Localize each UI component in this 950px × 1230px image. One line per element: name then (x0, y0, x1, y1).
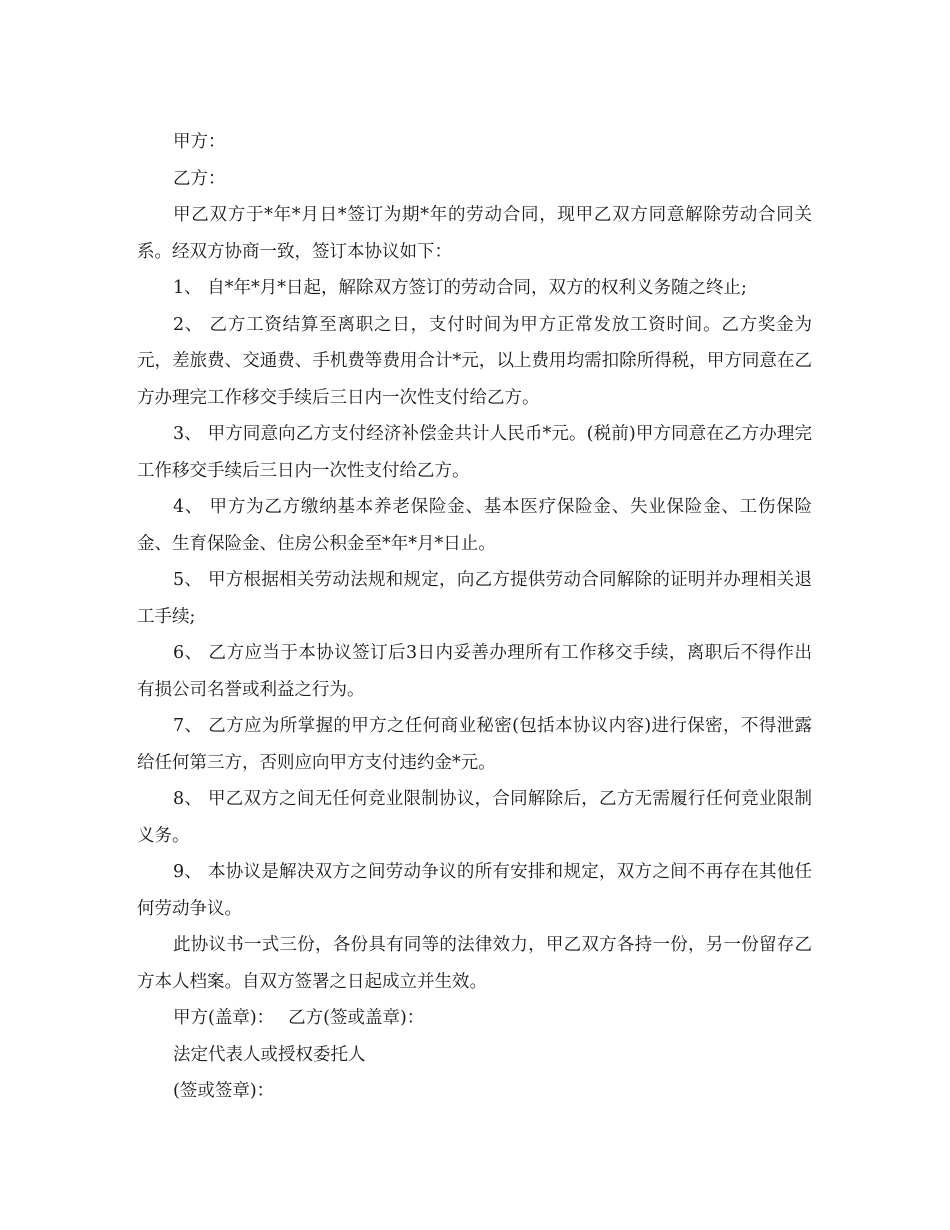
closing-paragraph: 此协议书一式三份，各份具有同等的法律效力，甲乙双方各持一份，另一份留存乙方本人档案。自双方签署之日起成立并生效。 (137, 935, 812, 992)
clause-6: 6、 乙方应当于本协议签订后3日内妥善办理所有工作移交手续，离职后不得作出有损公司名誉或利益之行为。 (137, 643, 812, 700)
clause-2: 2、 乙方工资结算至离职之日，支付时间为甲方正常发放工资时间。乙方奖金为元，差旅费、交通费、手机费等费用合计*元，以上费用均需扣除所得税，甲方同意在乙方办理完工作移交手续后三日内一次性支付给乙方。 (137, 314, 812, 408)
clause-8: 8、 甲乙双方之间无任何竞业限制协议，合同解除后，乙方无需履行任何竞业限制义务。 (137, 789, 812, 846)
clause-1: 1、 自*年*月*日起，解除双方签订的劳动合同，双方的权利义务随之终止; (173, 278, 747, 298)
intro-paragraph: 甲乙双方于*年*月日*签订为期*年的劳动合同，现甲乙双方同意解除劳动合同关系。经双方协商一致，签订本协议如下： (137, 205, 812, 262)
representative-line: 法定代表人或授权委托人 (173, 1044, 366, 1065)
clause-5: 5、 甲方根据相关劳动法规和规定，向乙方提供劳动合同解除的证明并办理相关退工手续; (137, 570, 812, 627)
party-b-seal-label: 乙方(签或盖章)： (288, 1008, 425, 1028)
clause-7: 7、 乙方应为所掌握的甲方之任何商业秘密(包括本协议内容)进行保密，不得泄露给任何第三方，否则应向甲方支付违约金*元。 (137, 716, 812, 773)
party-b-line: 乙方： (173, 168, 226, 189)
sign-or-seal-line: (签或签章)： (173, 1081, 275, 1101)
clause-9: 9、 本协议是解决双方之间劳动争议的所有安排和规定，双方之间不再存在其他任何劳动争议。 (137, 862, 812, 919)
clause-4: 4、 甲方为乙方缴纳基本养老保险金、基本医疗保险金、失业保险金、工伤保险金、生育保险金、住房公积金至*年*月*日止。 (137, 497, 812, 554)
agreement-document (137, 124, 812, 1110)
signature-seal-row (137, 1000, 812, 1037)
party-a-seal-label: 甲方(盖章)： (173, 1008, 275, 1028)
clause-3: 3、 甲方同意向乙方支付经济补偿金共计人民币*元。(税前)甲方同意在乙方办理完工作移交手续后三日内一次性支付给乙方。 (137, 424, 812, 481)
party-a-line: 甲方： (173, 132, 226, 152)
